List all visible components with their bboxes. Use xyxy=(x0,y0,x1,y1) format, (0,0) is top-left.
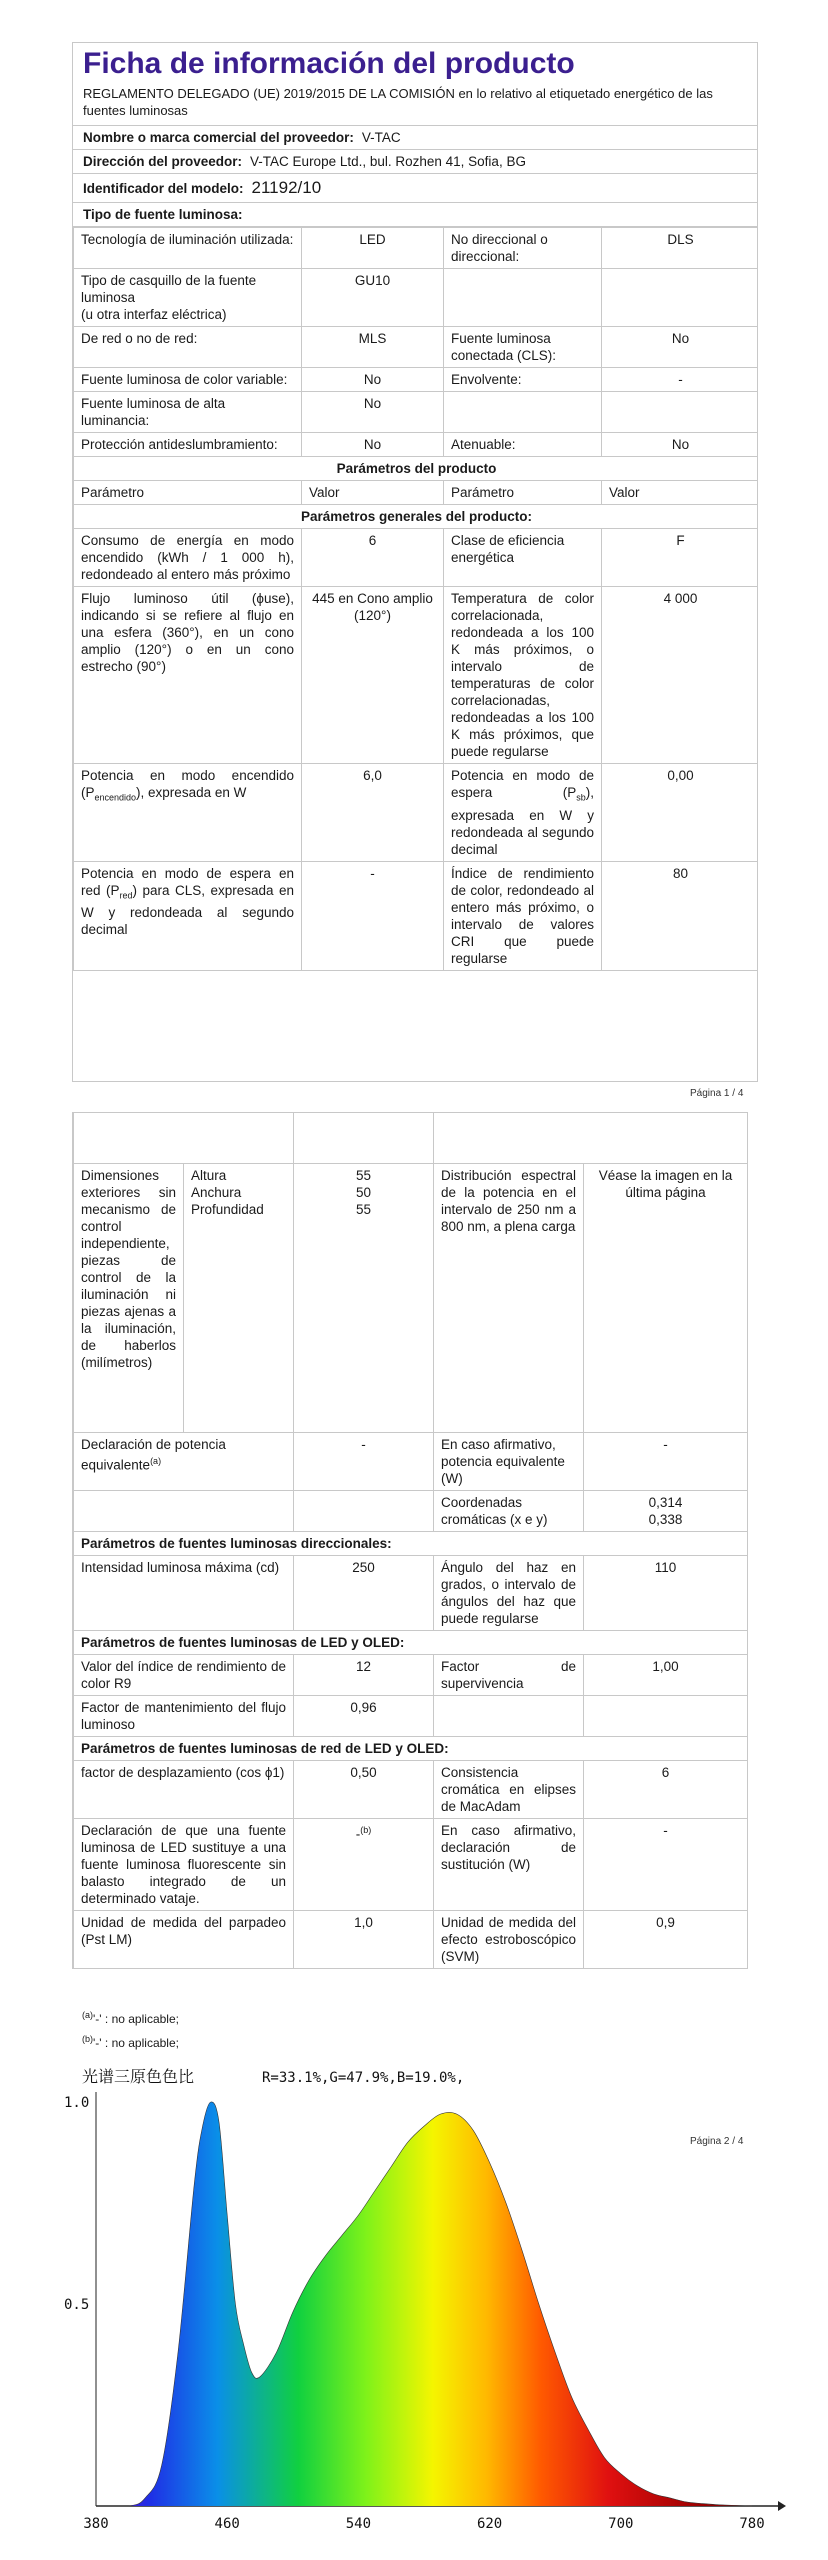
note-b-mark: (b) xyxy=(82,2034,93,2044)
flux-value: 445 en Cono amplio (120°) xyxy=(302,587,444,764)
source-type-label: Tipo de fuente luminosa: xyxy=(83,207,243,222)
pon-sub: encendido xyxy=(94,792,137,803)
pnet-label-a: Potencia en modo de espera en red (P xyxy=(81,865,294,898)
cap-label-main: Tipo de casquillo de la fuente luminosa xyxy=(81,273,257,305)
spectrum-chart xyxy=(0,2058,828,2560)
psb-label-b: ), expresada en W y redondeada al segundo decimal xyxy=(451,785,594,857)
pst-label: Unidad de medida del parpadeo (Pst LM) xyxy=(74,1911,294,1969)
chroma-label: Coordenadas cromáticas (x e y) xyxy=(434,1491,584,1532)
cls-label: Fuente luminosa conectada (CLS): xyxy=(444,327,602,368)
table-row xyxy=(74,327,759,368)
eqpow-label-text: Declaración de potencia equivalente xyxy=(81,1437,226,1473)
cap-value: GU10 xyxy=(302,269,444,327)
note-a-mark: (a) xyxy=(82,2010,93,2020)
cap-label xyxy=(74,269,302,327)
table-row xyxy=(74,1113,748,1164)
empty-cell xyxy=(602,269,759,327)
eclass-label: Clase de eficiencia energética xyxy=(444,529,602,587)
chart-subtitle: R=33.1%,G=47.9%,B=19.0%, xyxy=(262,2070,465,2086)
address-row xyxy=(73,150,757,174)
eqpow-yes-value: - xyxy=(584,1433,748,1491)
table-row xyxy=(74,764,759,862)
supplier-label: Nombre o marca comercial del proveedor: xyxy=(83,130,354,145)
flux-label: Flujo luminoso útil (ϕuse), indicando si se refiere al flujo en una esfera (360°), en un cono amplio (120°) o en un cono estrecho (90°) xyxy=(74,587,302,764)
table-row xyxy=(74,1655,748,1696)
table-row xyxy=(74,1164,748,1433)
spectrum-area xyxy=(96,2102,752,2506)
macadam-label: Consistencia cromática en elipses de MacAdam xyxy=(434,1761,584,1819)
empty-cell xyxy=(444,392,602,433)
supplier-value: V-TAC xyxy=(361,130,401,145)
dims-label: Dimensiones exteriores sin mecanismo de control independiente, piezas de control de la iluminación ni piezas ajenas a la iluminación, de haberlos (milímetros) xyxy=(74,1164,184,1433)
dims-values xyxy=(294,1164,434,1433)
chroma-values xyxy=(584,1491,748,1532)
table-row xyxy=(74,587,759,764)
peak-label: Intensidad luminosa máxima (cd) xyxy=(74,1556,294,1631)
table-row xyxy=(74,1556,748,1631)
table-row xyxy=(74,1491,748,1532)
spd-value: Véase la imagen en la última página xyxy=(584,1164,748,1433)
chart-title: 光谱三原色色比 xyxy=(82,2067,195,2086)
table-row xyxy=(74,457,759,481)
footnote-a xyxy=(82,2010,179,2026)
lumen-label: Factor de mantenimiento del flujo luminoso xyxy=(74,1696,294,1737)
lumen-value: 0,96 xyxy=(294,1696,434,1737)
envelope-value: - xyxy=(602,368,759,392)
nondir-value: DLS xyxy=(602,228,759,269)
params-table-continued xyxy=(73,1112,748,1969)
source-type-table xyxy=(73,227,758,971)
depth-value: 55 xyxy=(355,1202,372,1217)
x-tick-label: 620 xyxy=(476,2516,503,2532)
dims-names xyxy=(184,1164,294,1433)
macadam-value: 6 xyxy=(584,1761,748,1819)
table-row xyxy=(74,1532,748,1556)
source-type-heading xyxy=(73,203,757,227)
nondir-label: No direccional o direccional: xyxy=(444,228,602,269)
supplier-row xyxy=(73,126,757,150)
psb-sub: sb xyxy=(576,792,586,803)
note-b-text: '-' : no aplicable; xyxy=(93,2036,179,2050)
table-row xyxy=(74,1911,748,1969)
colortun-value: No xyxy=(302,368,444,392)
table-row xyxy=(74,368,759,392)
antiglare-value: No xyxy=(302,433,444,457)
empty-cell xyxy=(602,392,759,433)
pnet-label-b: ) para CLS, expresada en W y redondeada al segundo decimal xyxy=(81,882,295,938)
address-value: V-TAC Europe Ltd., bul. Rozhen 41, Sofia, BG xyxy=(250,154,526,169)
pon-label-a: Potencia en modo encendido (P xyxy=(81,768,294,800)
eqpow-sup: (a) xyxy=(150,1456,162,1466)
cct-label: Temperatura de color correlacionada, redondeada a los 100 K más próximos, o intervalo de temperaturas de color correlacionadas, redondeadas a los 100 K más próximos, que puede regularse xyxy=(444,587,602,764)
note-a-text: '-' : no aplicable; xyxy=(93,2012,179,2026)
cosphi-value: 0,50 xyxy=(294,1761,434,1819)
tech-label: Tecnología de iluminación utilizada: xyxy=(74,228,302,269)
table-row xyxy=(74,1433,748,1491)
highlum-value: No xyxy=(302,392,444,433)
cosphi-label: factor de desplazamiento (cos ϕ1) xyxy=(74,1761,294,1819)
empty-cell xyxy=(294,1491,434,1532)
envelope-label: Envolvente: xyxy=(444,368,602,392)
svm-label: Unidad de medida del efecto estroboscópico (SVM) xyxy=(434,1911,584,1969)
peak-value: 250 xyxy=(294,1556,434,1631)
model-label: Identificador del modelo: xyxy=(83,181,244,196)
empty-cell xyxy=(294,1113,434,1164)
x-tick-label: 460 xyxy=(214,2516,240,2532)
svm-value: 0,9 xyxy=(584,1911,748,1969)
pon-label xyxy=(74,764,302,862)
chroma-y: 0,338 xyxy=(648,1512,683,1527)
colortun-label: Fuente luminosa de color variable: xyxy=(74,368,302,392)
table-row xyxy=(74,269,759,327)
footnote-b xyxy=(82,2034,179,2050)
antiglare-label: Protección antideslumbramiento: xyxy=(74,433,302,457)
dimmable-value: No xyxy=(602,433,759,457)
pst-value: 1,0 xyxy=(294,1911,434,1969)
width-label: Anchura xyxy=(191,1185,242,1200)
led-title: Parámetros de fuentes luminosas de LED y OLED: xyxy=(74,1631,748,1655)
pon-value: 6,0 xyxy=(302,764,444,862)
pon-label-b: ), expresada en W xyxy=(136,785,247,800)
y-tick-label: 0.5 xyxy=(64,2297,90,2313)
header-value-2: Valor xyxy=(602,481,759,505)
x-tick-label: 700 xyxy=(608,2516,634,2532)
cls-value: No xyxy=(602,327,759,368)
x-tick-label: 780 xyxy=(739,2516,765,2532)
r9-value: 12 xyxy=(294,1655,434,1696)
table-row xyxy=(74,1737,748,1761)
psb-label-a: Potencia en modo de espera (P xyxy=(451,768,594,800)
r9-label: Valor del índice de rendimiento de color R9 xyxy=(74,1655,294,1696)
page-number-2: Página 2 / 4 xyxy=(690,2136,744,2147)
x-tick-label: 540 xyxy=(345,2516,372,2532)
table-row xyxy=(74,861,759,970)
continued-cell xyxy=(434,1113,748,1164)
model-row xyxy=(73,174,757,203)
x-tick-label: 380 xyxy=(83,2516,109,2532)
table-row xyxy=(74,1696,748,1737)
empty-cell xyxy=(584,1696,748,1737)
table-row xyxy=(74,529,759,587)
survival-label: Factor de supervivencia xyxy=(434,1655,584,1696)
mains-label: De red o no de red: xyxy=(74,327,302,368)
regulation-text: REGLAMENTO DELEGADO (UE) 2019/2015 DE LA COMISIÓN en lo relativo al etiquetado energético de las fuentes luminosas xyxy=(73,81,757,126)
table-row xyxy=(74,1761,748,1819)
table-row xyxy=(74,392,759,433)
energy-label: Consumo de energía en modo encendido (kWh / 1 000 h), redondeado al entero más próximo xyxy=(74,529,302,587)
general-title: Parámetros generales del producto: xyxy=(74,505,759,529)
dimmable-label: Atenuable: xyxy=(444,433,602,457)
energy-value: 6 xyxy=(302,529,444,587)
psb-value: 0,00 xyxy=(602,764,759,862)
page-number-1: Página 1 / 4 xyxy=(690,1088,744,1099)
replace-value-text: - xyxy=(355,1826,361,1842)
pnet-sub: red xyxy=(119,890,133,901)
eqpow-label xyxy=(74,1433,294,1491)
replace-label: Declaración de que una fuente luminosa de LED sustituye a una fuente luminosa fluorescente sin balasto integrado de un determinado vataje. xyxy=(74,1819,294,1911)
eqpow-value: - xyxy=(294,1433,434,1491)
table-row xyxy=(74,228,759,269)
mains-led-title: Parámetros de fuentes luminosas de red de LED y OLED: xyxy=(74,1737,748,1761)
cap-label-note: (u otra interfaz eléctrica) xyxy=(81,307,227,322)
beam-value: 110 xyxy=(584,1556,748,1631)
height-value: 55 xyxy=(355,1168,372,1183)
empty-cell xyxy=(74,1491,294,1532)
header-value: Valor xyxy=(302,481,444,505)
eclass-value: F xyxy=(602,529,759,587)
y-axis-ticks xyxy=(64,2095,89,2313)
empty-cell xyxy=(444,269,602,327)
dir-title: Parámetros de fuentes luminosas direccionales: xyxy=(74,1532,748,1556)
height-label: Altura xyxy=(191,1168,227,1183)
x-axis-arrow-icon xyxy=(778,2501,786,2511)
table-row xyxy=(74,505,759,529)
continued-cell xyxy=(74,1113,294,1164)
table-row xyxy=(74,433,759,457)
datasheet-page-2 xyxy=(72,1112,748,1969)
table-row xyxy=(74,1819,748,1911)
model-value: 21192/10 xyxy=(251,178,322,197)
eqpow-yes-label: En caso afirmativo, potencia equivalente (W) xyxy=(434,1433,584,1491)
pnet-value: - xyxy=(302,861,444,970)
pnet-label xyxy=(74,861,302,970)
depth-label: Profundidad xyxy=(191,1202,264,1217)
y-tick-label: 1.0 xyxy=(64,2095,90,2111)
chroma-x: 0,314 xyxy=(648,1495,683,1510)
replace-yes-value: - xyxy=(584,1819,748,1911)
replace-sup: (b) xyxy=(360,1825,372,1835)
params-title: Parámetros del producto xyxy=(74,457,759,481)
header-param: Parámetro xyxy=(74,481,302,505)
table-row xyxy=(74,1631,748,1655)
beam-label: Ángulo del haz en grados, o intervalo de ángulos del haz que puede regularse xyxy=(434,1556,584,1631)
mains-value: MLS xyxy=(302,327,444,368)
width-value: 50 xyxy=(355,1185,372,1200)
highlum-label: Fuente luminosa de alta luminancia: xyxy=(74,392,302,433)
header-param-2: Parámetro xyxy=(444,481,602,505)
address-label: Dirección del proveedor: xyxy=(83,154,243,169)
replace-yes-label: En caso afirmativo, declaración de sustitución (W) xyxy=(434,1819,584,1911)
survival-value: 1,00 xyxy=(584,1655,748,1696)
cct-value: 4 000 xyxy=(602,587,759,764)
datasheet-page-1 xyxy=(72,42,758,1082)
page-title: Ficha de información del producto xyxy=(83,47,575,80)
replace-value xyxy=(294,1819,434,1911)
table-row xyxy=(74,481,759,505)
x-axis-ticks xyxy=(83,2516,764,2532)
cri-label: Índice de rendimiento de color, redondeado al entero más próximo, o intervalo de valores CRI que puede regularse xyxy=(444,861,602,970)
empty-cell xyxy=(434,1696,584,1737)
psb-label xyxy=(444,764,602,862)
tech-value: LED xyxy=(302,228,444,269)
cri-value: 80 xyxy=(602,861,759,970)
spd-label: Distribución espectral de la potencia en el intervalo de 250 nm a 800 nm, a plena carga xyxy=(434,1164,584,1433)
